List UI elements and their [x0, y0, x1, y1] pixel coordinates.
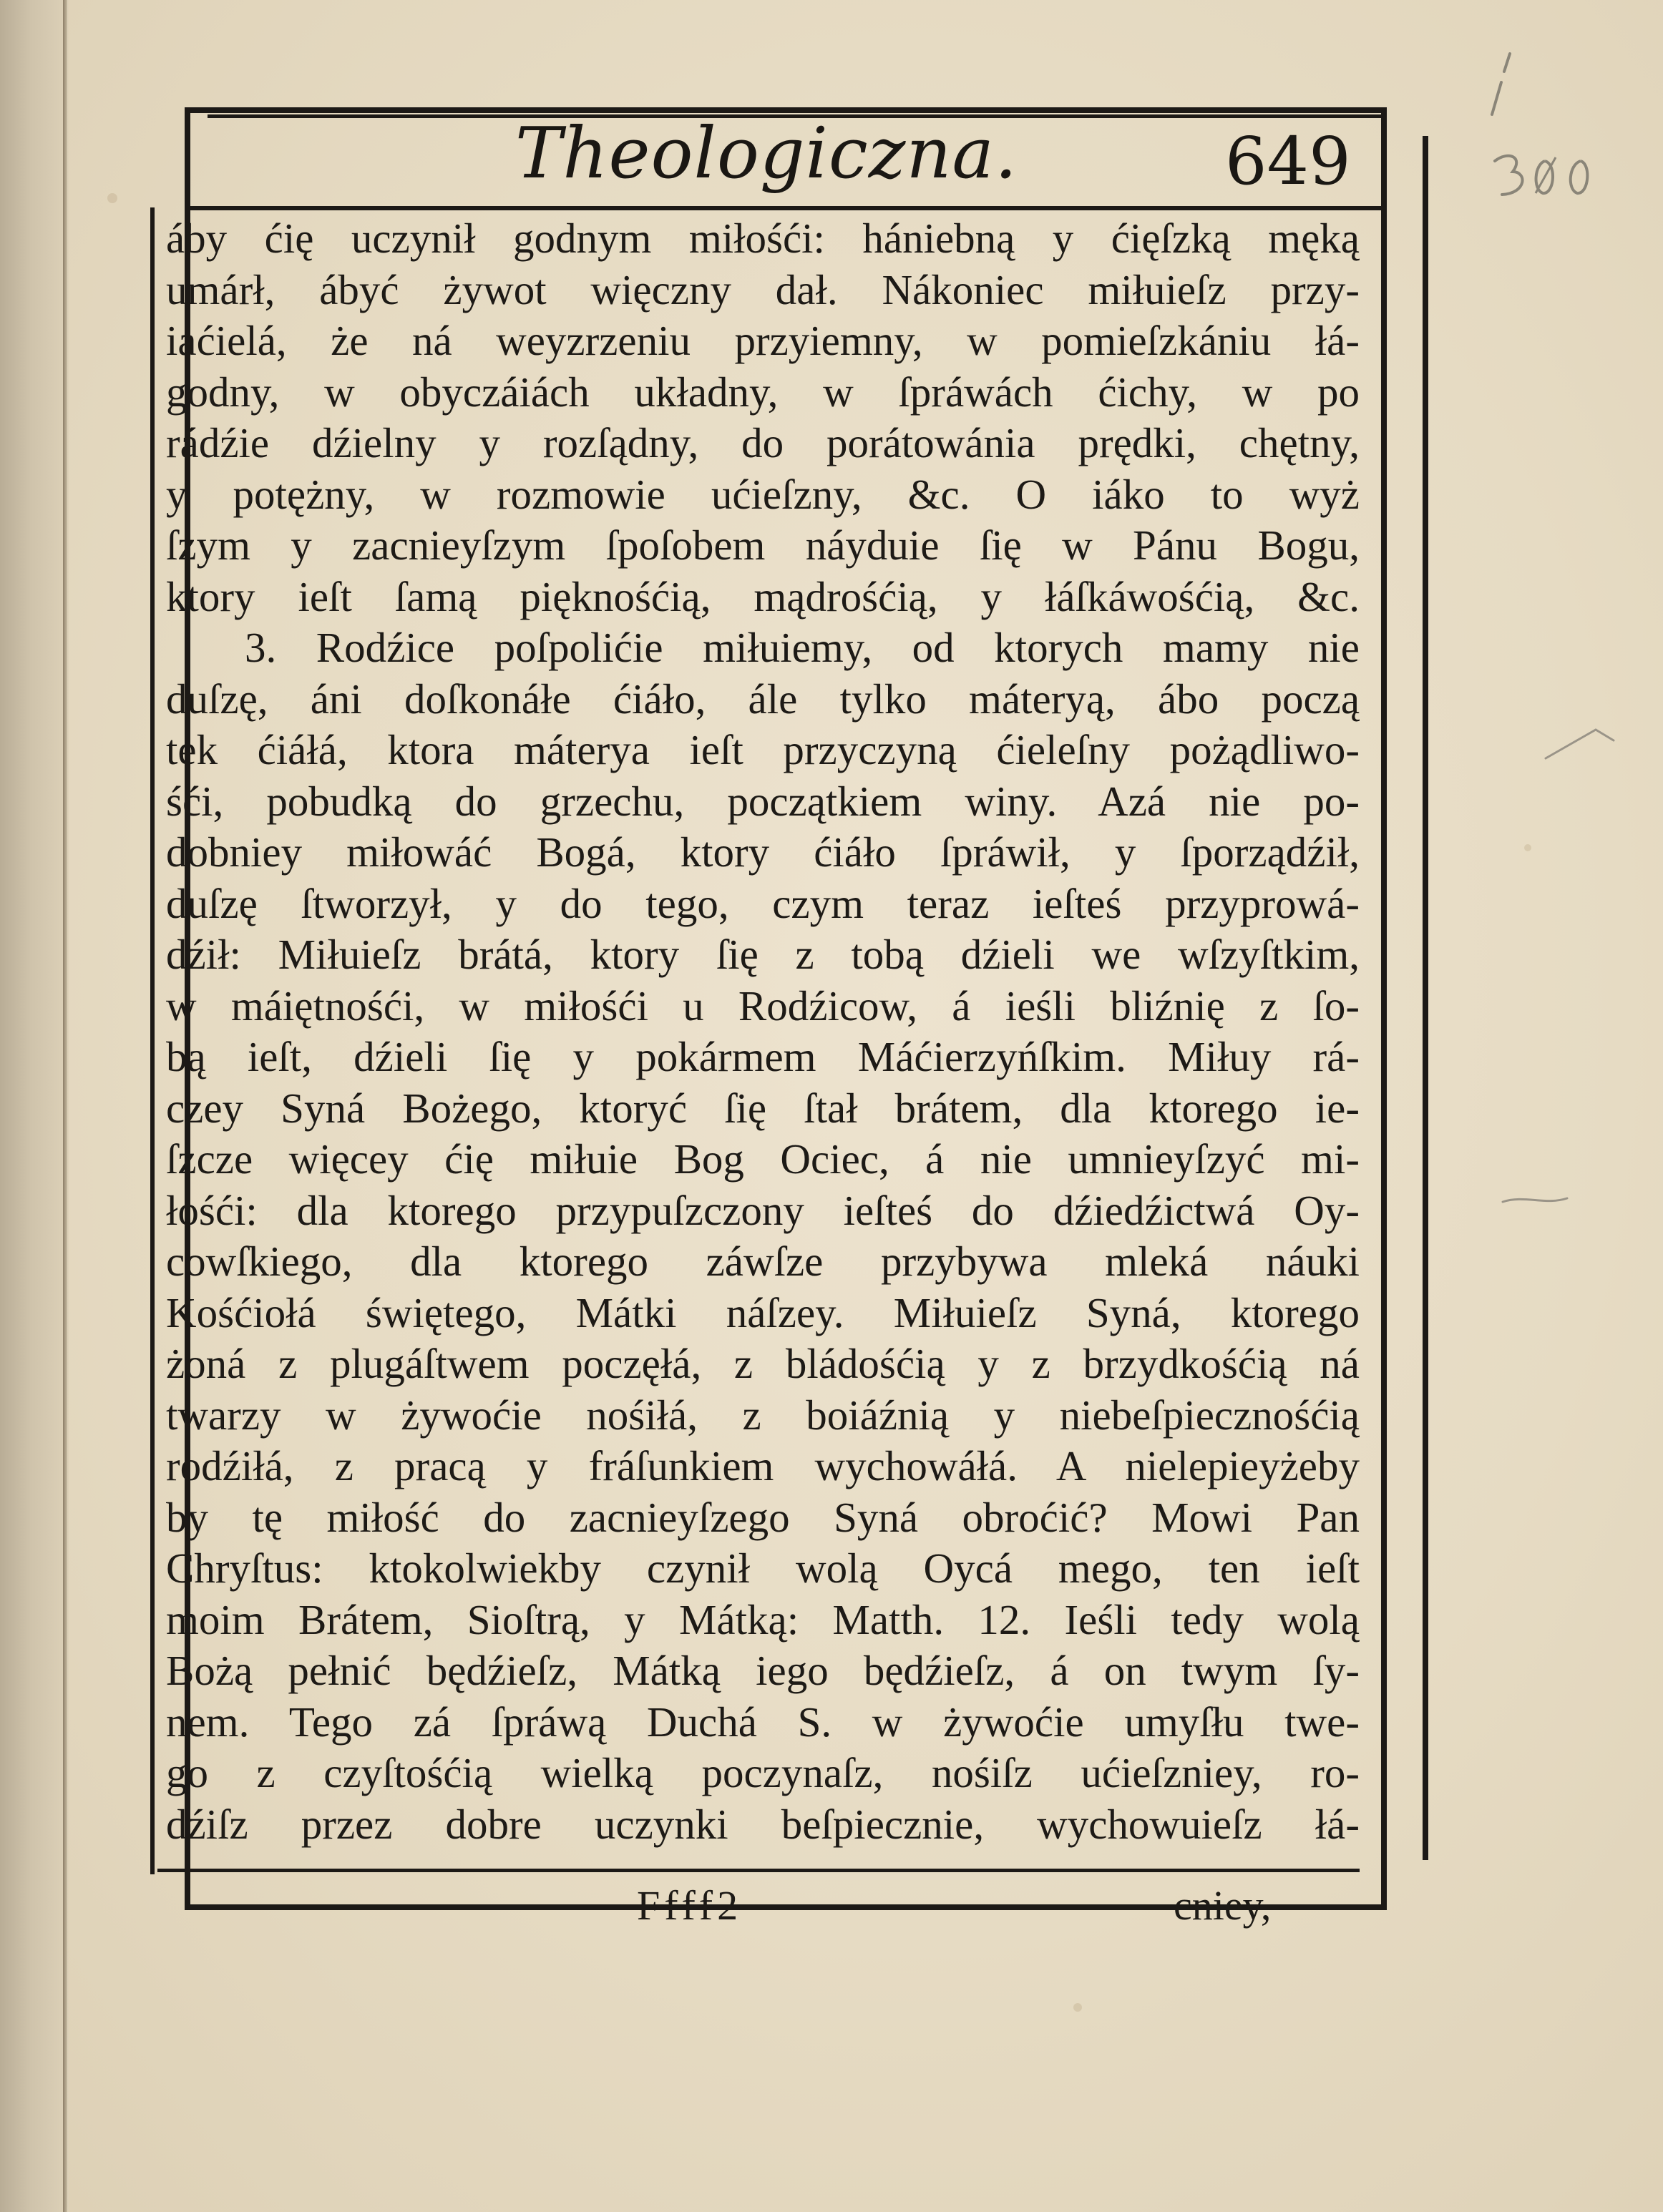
- running-title: Theologiczna.: [515, 113, 1018, 195]
- text-line: rádźie dźielny y rozſądny, do porátowánia prędki, chętny,: [166, 419, 1360, 466]
- text-line: by tę miłość do zacnieyſzego Syná obroćić? Mowi Pan: [166, 1493, 1360, 1541]
- pencil-margin-mark: [1496, 1173, 1581, 1223]
- pencil-tick-icon: [1460, 43, 1538, 122]
- text-line: tek ćiáłá, ktora máterya ieſt przyczyną ćieleſny pożądliwo-: [166, 726, 1360, 773]
- text-line: czey Syná Bożego, ktoryć ſię ſtał brátem, dla ktorego ie-: [166, 1084, 1360, 1132]
- text-line: umárł, ábyć żywot więczny dał. Nákoniec miłuieſz przy-: [166, 265, 1360, 313]
- inner-left-rule: [150, 207, 155, 1874]
- text-line: Chryſtus: ktokolwiekby czynił wolą Oycá mego, ten ieſt: [166, 1545, 1360, 1592]
- binding-fold-line: [63, 0, 67, 2212]
- pencil-margin-mark: [1538, 715, 1624, 765]
- header-rule: [185, 206, 1387, 210]
- text-line: Kośćiołá świętego, Mátki náſzey. Miłuieſz Syná, ktorego: [166, 1288, 1360, 1336]
- text-line: nem. Tego zá ſpráwą Duchá S. w żywoćie umyſłu twe-: [166, 1698, 1360, 1746]
- text-line: moim Brátem, Sioſtrą, y Mátką: Matth. 12. Ieśli tedy wolą: [166, 1595, 1360, 1643]
- text-line: godny, w obyczáiách układny, w ſpráwách ćichy, w po: [166, 368, 1360, 416]
- text-line: cowſkiego, dla ktorego záwſze przybywa mleká náuki: [166, 1238, 1360, 1285]
- text-line: ſzym y zacnieyſzym ſpoſobem náyduie ſię w Pánu Bogu,: [166, 522, 1360, 569]
- text-line: twarzy w żywoćie nośiłá, z boiáźnią y niebeſpiecznośćią: [166, 1391, 1360, 1439]
- body-text-block: [166, 213, 1360, 1850]
- text-line: dźiſz przez dobre uczynki beſpiecznie, wychowuieſz łá-: [166, 1800, 1360, 1848]
- text-line: go z czyſtośćią wielką poczynaſz, nośiſz ućieſzniey, ro-: [166, 1749, 1360, 1796]
- page-number: 649: [1225, 123, 1351, 200]
- bottom-rule: [157, 1869, 1360, 1872]
- text-line: duſzę ſtworzył, y do tego, czym teraz ieſteś przyprowá-: [166, 879, 1360, 927]
- catchword: cniey,: [1174, 1882, 1272, 1929]
- text-line: śći, pobudką do grzechu, początkiem winy. Azá nie po-: [166, 777, 1360, 825]
- text-line: w máiętnośći, w miłośći u Rodźicow, á ieśli bliźnię z ſo-: [166, 982, 1360, 1029]
- outer-right-rule: [1423, 136, 1428, 1860]
- text-line: ſzcze więcey ćię miłuie Bog Ociec, á nie umnieyſzyć mi-: [166, 1135, 1360, 1183]
- text-line: dźił: Miłuieſz brátá, ktory ſię z tobą dźieli we wſzyſtkim,: [166, 931, 1360, 978]
- binding-gutter: [0, 0, 69, 2212]
- text-line: dobniey miłowáć Bogá, ktory ćiáło ſpráwił, y ſporządźił,: [166, 828, 1360, 876]
- text-line: Bożą pełnić będźieſz, Mátką iego będźieſz, á on twym ſy-: [166, 1647, 1360, 1694]
- signature-mark: Ffff2: [637, 1882, 743, 1929]
- text-line: rodźiłá, z pracą y fráſunkiem wychowáłá. A nielepieyżeby: [166, 1442, 1360, 1489]
- text-line: duſzę, áni doſkonáłe ćiáło, ále tylko máteryą, ábo począ: [166, 675, 1360, 723]
- paper-speck: [107, 193, 117, 203]
- paper-speck: [1073, 2003, 1082, 2012]
- text-line: áby ćię uczynił godnym miłośći: hániebną y ćięſzką męką: [166, 215, 1360, 262]
- paper-speck: [1524, 844, 1531, 851]
- paragraph-start-line: 3. Rodźice poſpolićie miłuiemy, od ktorych mamy nie: [245, 624, 1360, 671]
- text-line: y potężny, w rozmowie ućieſzny, &c. O iáko to wyż: [166, 470, 1360, 518]
- text-line: ktory ieſt ſamą pięknośćią, mądrośćią, y łáſkáwośćią, &c.: [166, 572, 1360, 620]
- text-line: łośći: dla ktorego przypuſzczony ieſteś do dźiedźictwá Oy-: [166, 1186, 1360, 1234]
- text-line: żoná z plugáſtwem poczęłá, z bládośćią y z brzydkośćią ná: [166, 1340, 1360, 1387]
- text-line: iaćielá, że ná weyzrzeniu przyiemny, w pomieſzkániu łá-: [166, 317, 1360, 364]
- text-line: bą ieſt, dźieli ſię y pokármem Máćierzyńſkim. Miłuy rá-: [166, 1033, 1360, 1080]
- pencil-folio-annotation: [1484, 143, 1606, 207]
